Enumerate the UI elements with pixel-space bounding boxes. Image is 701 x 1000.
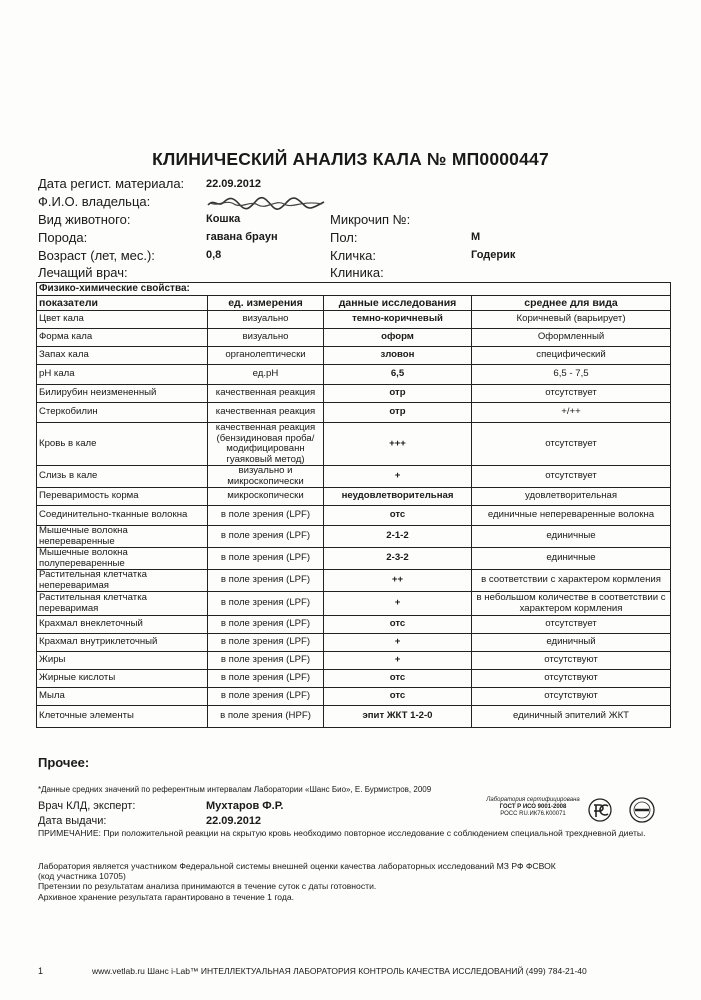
row-result: отс (324, 688, 472, 706)
footnote: *Данные средних значений по референтным интервалам Лаборатории «Шанс Био», Е. Бурмистров, 2009 (38, 785, 432, 794)
row-result: отс (324, 506, 472, 526)
row-norm: отсутствуют (472, 652, 671, 670)
section-row (37, 283, 671, 296)
table-row (37, 548, 671, 570)
table-row (37, 706, 671, 728)
row-norm: удовлетворительная (472, 488, 671, 506)
row-parameter: Крахмал внутриклеточный (37, 634, 208, 652)
row-unit: качественная реакция (208, 385, 324, 403)
col-header-parameter: показатели (37, 296, 208, 311)
table-row (37, 403, 671, 423)
col-header-norm: среднее для вида (472, 296, 671, 311)
row-norm: единичный (472, 634, 671, 652)
note-participant-code: (код участника 10705) (38, 871, 126, 881)
table-row (37, 506, 671, 526)
row-parameter: Растительная клетчатка непереваримая (37, 570, 208, 592)
page-number: 1 (38, 966, 44, 976)
row-unit: в поле зрения (LPF) (208, 526, 324, 548)
table-row (37, 311, 671, 329)
row-norm: +/++ (472, 403, 671, 423)
row-norm: отсутствуют (472, 670, 671, 688)
row-unit: качественная реакция (208, 403, 324, 423)
nickname-value: Годерик (471, 249, 516, 261)
issue-date-value: 22.09.2012 (206, 815, 262, 827)
certification-block (478, 797, 588, 818)
row-result: отс (324, 616, 472, 634)
row-parameter: Крахмал внеклеточный (37, 616, 208, 634)
row-result: + (324, 634, 472, 652)
col-header-result: данные исследования (324, 296, 472, 311)
row-result: зловон (324, 347, 472, 365)
row-norm: единичный эпителий ЖКТ (472, 706, 671, 728)
row-norm: отсутствует (472, 385, 671, 403)
owner-label: Ф.И.О. владельца: (38, 194, 151, 209)
table-row (37, 385, 671, 403)
row-unit: в поле зрения (LPF) (208, 688, 324, 706)
note-remark: ПРИМЕЧАНИЕ: При положительной реакции на скрытую кровь необходимо повторное исследование с соблюдением специальной трехдневной диеты. (38, 828, 646, 838)
row-unit: в поле зрения (LPF) (208, 616, 324, 634)
row-parameter: Мышечные волокна полупереваренные (37, 548, 208, 570)
table-row (37, 365, 671, 385)
certification-logos-icon (586, 797, 666, 823)
doctor-label: Лечащий врач: (38, 265, 128, 280)
row-result: 6,5 (324, 365, 472, 385)
row-result: отр (324, 403, 472, 423)
row-parameter: Мышечные волокна непереваренные (37, 526, 208, 548)
row-unit: в поле зрения (HPF) (208, 706, 324, 728)
row-unit: визуально и микроскопически (208, 466, 324, 488)
row-unit: визуально (208, 311, 324, 329)
row-parameter: Запах кала (37, 347, 208, 365)
nickname-label: Кличка: (330, 248, 377, 263)
species-value: Кошка (206, 213, 241, 225)
row-norm: отсутствует (472, 423, 671, 466)
row-parameter: Билирубин неизмененный (37, 385, 208, 403)
table-row (37, 329, 671, 347)
cert-line-3: РОСС RU.ИК76.К00071 (500, 811, 566, 817)
row-result: отр (324, 385, 472, 403)
sex-label: Пол: (330, 230, 358, 245)
row-result: эпит ЖКТ 1-2-0 (324, 706, 472, 728)
table-row (37, 423, 671, 466)
table-row (37, 616, 671, 634)
issue-date-label: Дата выдачи: (38, 815, 107, 827)
table-row (37, 526, 671, 548)
table-row (37, 488, 671, 506)
row-norm: в соответствии с характером кормления (472, 570, 671, 592)
row-result: ++ (324, 570, 472, 592)
row-norm: Оформленный (472, 329, 671, 347)
row-parameter: Растительная клетчатка переваримая (37, 592, 208, 616)
page-title: КЛИНИЧЕСКИЙ АНАЛИЗ КАЛА № МП0000447 (152, 149, 549, 169)
row-parameter: Форма кала (37, 329, 208, 347)
row-norm: отсутствует (472, 466, 671, 488)
other-label: Прочее: (38, 755, 90, 770)
row-unit: в поле зрения (LPF) (208, 634, 324, 652)
breed-value: гавана браун (206, 231, 278, 243)
table-row (37, 652, 671, 670)
table-row (37, 670, 671, 688)
row-result: + (324, 466, 472, 488)
table-row (37, 570, 671, 592)
cert-line-2: ГОСТ Р ИСО 9001-2008 (499, 804, 567, 810)
row-unit: ед.pH (208, 365, 324, 385)
table-row (37, 592, 671, 616)
results-table (36, 282, 671, 728)
row-parameter: Жирные кислоты (37, 670, 208, 688)
row-result: неудовлетворительная (324, 488, 472, 506)
row-unit: микроскопически (208, 488, 324, 506)
row-result: 2-3-2 (324, 548, 472, 570)
reg-date-value: 22.09.2012 (206, 178, 262, 190)
col-header-unit: ед. измерения (208, 296, 324, 311)
sex-value: М (471, 231, 481, 243)
row-unit: в поле зрения (LPF) (208, 652, 324, 670)
row-norm: специфический (472, 347, 671, 365)
row-unit: качественная реакция (бензидиновая проба/модифицированн гуаяковый метод) (208, 423, 324, 466)
row-result: + (324, 592, 472, 616)
row-unit: в поле зрения (LPF) (208, 570, 324, 592)
row-parameter: Цвет кала (37, 311, 208, 329)
row-result: темно-коричневый (324, 311, 472, 329)
row-result: +++ (324, 423, 472, 466)
age-value: 0,8 (206, 249, 222, 261)
row-norm: единичные (472, 548, 671, 570)
row-parameter: Жиры (37, 652, 208, 670)
row-unit: в поле зрения (LPF) (208, 506, 324, 526)
note-fsvok: Лаборатория является участником Федеральной системы внешней оценки качества лабораторных исследований МЗ РФ ФСВОК (38, 861, 556, 871)
redacted-scribble (206, 196, 326, 210)
note-claims: Претензии по результатам анализа принимаются в течение суток с даты готовности. (38, 881, 377, 891)
row-norm: единичные непереваренные волокна (472, 506, 671, 526)
row-parameter: Мыла (37, 688, 208, 706)
row-norm: единичные (472, 526, 671, 548)
reg-date-label: Дата регист. материала: (38, 176, 185, 191)
age-label: Возраст (лет, мес.): (38, 248, 155, 263)
row-parameter: Клеточные элементы (37, 706, 208, 728)
table-row (37, 347, 671, 365)
row-parameter: Кровь в кале (37, 423, 208, 466)
row-parameter: Стеркобилин (37, 403, 208, 423)
column-header-row (37, 296, 671, 311)
row-unit: органолептически (208, 347, 324, 365)
row-parameter: Слизь в кале (37, 466, 208, 488)
table-row (37, 688, 671, 706)
row-unit: в поле зрения (LPF) (208, 548, 324, 570)
clinic-label: Клиника: (330, 265, 384, 280)
row-result: оформ (324, 329, 472, 347)
table-row (37, 466, 671, 488)
row-parameter: Переваримость корма (37, 488, 208, 506)
footer-text: www.vetlab.ru Шанс i-Lab™ ИНТЕЛЛЕКТУАЛЬНАЯ ЛАБОРАТОРИЯ КОНТРОЛЬ КАЧЕСТВА ИССЛЕДОВАНИЙ (499) 784-21-40 (92, 966, 587, 976)
breed-label: Порода: (38, 230, 88, 245)
row-norm: Коричневый (варьирует) (472, 311, 671, 329)
expert-value: Мухтаров Ф.Р. (206, 800, 284, 812)
row-result: 2-1-2 (324, 526, 472, 548)
row-result: + (324, 652, 472, 670)
expert-label: Врач КЛД, эксперт: (38, 800, 136, 812)
table-row (37, 634, 671, 652)
row-result: отс (324, 670, 472, 688)
cert-line-1: Лаборатория сертифицирована (486, 797, 580, 803)
row-unit: в поле зрения (LPF) (208, 592, 324, 616)
row-parameter: Соединительно-тканные волокна (37, 506, 208, 526)
row-norm: отсутствует (472, 616, 671, 634)
row-unit: в поле зрения (LPF) (208, 670, 324, 688)
section-title: Физико-химические свойства: (37, 283, 671, 296)
row-norm: отсутствуют (472, 688, 671, 706)
chip-label: Микрочип №: (330, 212, 411, 227)
row-unit: визуально (208, 329, 324, 347)
species-label: Вид животного: (38, 212, 131, 227)
note-archive: Архивное хранение результата гарантировано в течение 1 года. (38, 892, 295, 902)
row-parameter: pH кала (37, 365, 208, 385)
row-norm: 6,5 - 7,5 (472, 365, 671, 385)
row-norm: в небольшом количестве в соответствии с характером кормления (472, 592, 671, 616)
